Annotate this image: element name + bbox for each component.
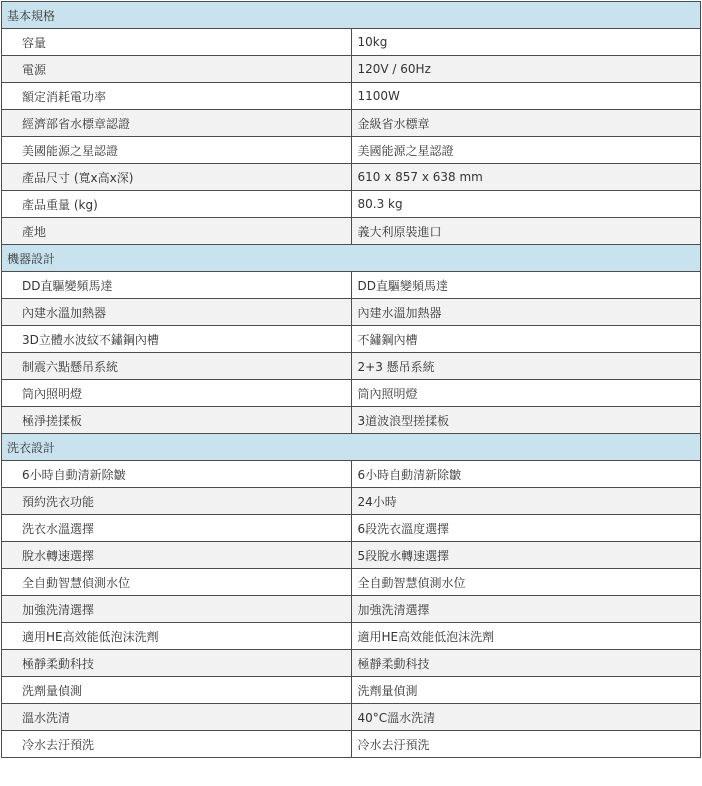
spec-table-body: [2, 2, 701, 758]
spec-label: 筒內照明燈: [2, 380, 352, 407]
spec-label: 預約洗衣功能: [2, 488, 352, 515]
spec-row: [2, 731, 701, 758]
section-header-row: [2, 245, 701, 272]
spec-value: 6小時自動清新除皺: [351, 461, 701, 488]
spec-row: [2, 380, 701, 407]
spec-label: 脫水轉速選擇: [2, 542, 352, 569]
spec-value: 內建水溫加熱器: [351, 299, 701, 326]
spec-value: 120V / 60Hz: [351, 56, 701, 83]
spec-row: [2, 56, 701, 83]
spec-row: [2, 218, 701, 245]
spec-row: [2, 110, 701, 137]
spec-value: 24小時: [351, 488, 701, 515]
spec-value: 5段脫水轉速選擇: [351, 542, 701, 569]
spec-label: 產品尺寸 (寬x高x深): [2, 164, 352, 191]
spec-label: 極淨搓揉板: [2, 407, 352, 434]
spec-label: 內建水溫加熱器: [2, 299, 352, 326]
spec-row: [2, 623, 701, 650]
spec-label: 洗劑量偵測: [2, 677, 352, 704]
spec-row: [2, 704, 701, 731]
spec-row: [2, 326, 701, 353]
spec-label: 產地: [2, 218, 352, 245]
spec-row: [2, 569, 701, 596]
spec-value: 10kg: [351, 29, 701, 56]
spec-row: [2, 353, 701, 380]
spec-label: 極靜柔動科技: [2, 650, 352, 677]
spec-row: [2, 29, 701, 56]
spec-label: 全自動智慧偵測水位: [2, 569, 352, 596]
spec-label: 經濟部省水標章認證: [2, 110, 352, 137]
spec-table: [1, 1, 701, 758]
spec-row: [2, 596, 701, 623]
spec-label: DD直驅變頻馬達: [2, 272, 352, 299]
spec-value: 40°C溫水洗清: [351, 704, 701, 731]
spec-row: [2, 650, 701, 677]
spec-row: [2, 461, 701, 488]
spec-value: 適用HE高效能低泡沫洗劑: [351, 623, 701, 650]
spec-value: 美國能源之星認證: [351, 137, 701, 164]
spec-row: [2, 137, 701, 164]
section-title: 洗衣設計: [2, 434, 701, 461]
spec-label: 溫水洗清: [2, 704, 352, 731]
spec-row: [2, 272, 701, 299]
spec-value: 加強洗清選擇: [351, 596, 701, 623]
spec-row: [2, 515, 701, 542]
spec-label: 電源: [2, 56, 352, 83]
spec-value: 極靜柔動科技: [351, 650, 701, 677]
spec-row: [2, 677, 701, 704]
spec-value: 3道波浪型搓揉板: [351, 407, 701, 434]
spec-label: 美國能源之星認證: [2, 137, 352, 164]
spec-row: [2, 191, 701, 218]
spec-value: 冷水去汙預洗: [351, 731, 701, 758]
section-header-row: [2, 434, 701, 461]
spec-row: [2, 299, 701, 326]
spec-label: 產品重量 (kg): [2, 191, 352, 218]
section-title: 機器設計: [2, 245, 701, 272]
spec-label: 6小時自動清新除皺: [2, 461, 352, 488]
spec-label: 容量: [2, 29, 352, 56]
spec-value: 1100W: [351, 83, 701, 110]
spec-value: 全自動智慧偵測水位: [351, 569, 701, 596]
section-header-row: [2, 2, 701, 29]
spec-label: 洗衣水溫選擇: [2, 515, 352, 542]
spec-value: 610 x 857 x 638 mm: [351, 164, 701, 191]
spec-value: 筒內照明燈: [351, 380, 701, 407]
spec-value: 6段洗衣溫度選擇: [351, 515, 701, 542]
spec-row: [2, 164, 701, 191]
spec-row: [2, 488, 701, 515]
spec-value: 金級省水標章: [351, 110, 701, 137]
spec-value: 洗劑量偵測: [351, 677, 701, 704]
spec-row: [2, 83, 701, 110]
spec-row: [2, 407, 701, 434]
spec-label: 加強洗清選擇: [2, 596, 352, 623]
spec-value: 2+3 懸吊系統: [351, 353, 701, 380]
spec-label: 制震六點懸吊系統: [2, 353, 352, 380]
spec-row: [2, 542, 701, 569]
section-title: 基本規格: [2, 2, 701, 29]
spec-value: 80.3 kg: [351, 191, 701, 218]
spec-label: 適用HE高效能低泡沫洗劑: [2, 623, 352, 650]
spec-value: 義大利原裝進口: [351, 218, 701, 245]
spec-value: DD直驅變頻馬達: [351, 272, 701, 299]
spec-label: 3D立體水波紋不鏽鋼內槽: [2, 326, 352, 353]
spec-value: 不鏽鋼內槽: [351, 326, 701, 353]
spec-label: 額定消耗電功率: [2, 83, 352, 110]
spec-label: 冷水去汙預洗: [2, 731, 352, 758]
